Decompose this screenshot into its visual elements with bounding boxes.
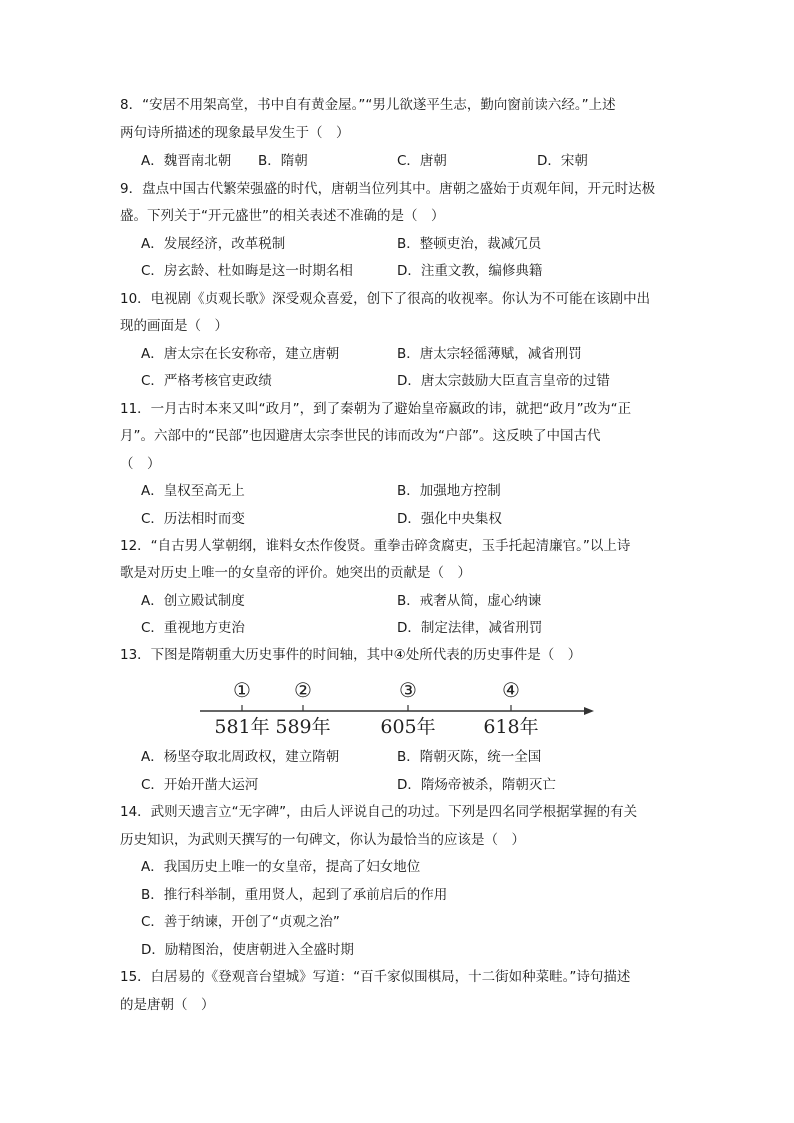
question-11-option-a: A．皇权至高无上 <box>141 483 245 499</box>
question-13-option-d: D．隋炀帝被杀，隋朝灭亡 <box>397 777 556 793</box>
sui-dynasty-timeline <box>200 678 600 738</box>
question-8-option-a: A．魏晋南北朝 <box>141 153 232 169</box>
timeline-year-4: 618年 <box>483 716 539 738</box>
timeline-marker-2: ② <box>294 678 312 702</box>
question-13-option-c: C．开始开凿大运河 <box>141 777 259 793</box>
question-11-line-3: （ ） <box>120 456 161 472</box>
question-8-line-2: 两句诗所描述的现象最早发生于（ ） <box>120 125 350 141</box>
question-12-option-c: C．重视地方吏治 <box>141 620 245 636</box>
question-12-line-2: 歌是对历史上唯一的女皇帝的评价。她突出的贡献是（ ） <box>120 565 471 581</box>
timeline-marker-3: ③ <box>399 678 417 702</box>
question-13-line-1: 13．下图是隋朝重大历史事件的时间轴，其中④处所代表的历史事件是（ ） <box>120 647 582 663</box>
question-14-line-2: 历史知识，为武则天撰写的一句碑文，你认为最恰当的应该是（ ） <box>120 832 525 848</box>
timeline-marker-4: ④ <box>502 678 520 702</box>
question-9-option-c: C．房玄龄、杜如晦是这一时期名相 <box>141 263 353 279</box>
question-12-line-1: 12．“自古男人掌朝纲，谁料女杰作俊贤。重拳击碎贪腐吏，玉手托起清廉官。”以上诗 <box>120 538 631 554</box>
question-9-option-a: A．发展经济，改革税制 <box>141 236 286 252</box>
question-14-line-1: 14．武则天遗言立“无字碑”，由后人评说自己的功过。下列是四名同学根据掌握的有关 <box>120 804 638 820</box>
question-8-option-d: D．宋朝 <box>537 153 588 169</box>
timeline-year-1: 581年 <box>214 716 270 738</box>
question-11-line-2: 月”。六部中的“民部”也因避唐太宗李世民的讳而改为“户部”。这反映了中国古代 <box>120 428 601 444</box>
question-14-option-c: C．善于纳谏，开创了“贞观之治” <box>141 914 340 930</box>
question-10-option-a: A．唐太宗在长安称帝，建立唐朝 <box>141 346 340 362</box>
timeline-year-2: 589年 <box>275 716 331 738</box>
question-11-option-d: D．强化中央集权 <box>397 511 502 527</box>
question-12-option-b: B．戒奢从简，虚心纳谏 <box>397 593 542 609</box>
question-9-line-2: 盛。下列关于“开元盛世”的相关表述不准确的是（ ） <box>120 208 445 224</box>
timeline-marker-1: ① <box>233 678 251 702</box>
question-13-option-a: A．杨坚夺取北周政权，建立隋朝 <box>141 749 340 765</box>
question-8-option-b: B．隋朝 <box>258 153 308 169</box>
question-15-line-2: 的是唐朝（ ） <box>120 997 215 1013</box>
question-12-option-d: D．制定法律，减省刑罚 <box>397 620 543 636</box>
question-8-line-1: 8．“安居不用架高堂，书中自有黄金屋。”“男儿欲遂平生志，勤向窗前读六经。”上述 <box>120 97 616 113</box>
question-10-option-d: D．唐太宗鼓励大臣直言皇帝的过错 <box>397 373 610 389</box>
question-11-option-c: C．历法相时而变 <box>141 511 245 527</box>
question-15-line-1: 15．白居易的《登观音台望城》写道：“百千家似围棋局，十二街如种菜畦。”诗句描述 <box>120 969 631 985</box>
question-12-option-a: A．创立殿试制度 <box>141 593 245 609</box>
question-9-option-d: D．注重文教，编修典籍 <box>397 263 543 279</box>
timeline-year-3: 605年 <box>380 716 436 738</box>
question-14-option-b: B．推行科举制，重用贤人，起到了承前启后的作用 <box>141 887 448 903</box>
question-14-option-d: D．励精图治，使唐朝进入全盛时期 <box>141 942 354 958</box>
timeline-arrow-icon <box>584 707 594 715</box>
question-10-line-1: 10．电视剧《贞观长歌》深受观众喜爱，创下了很高的收视率。你认为不可能在该剧中出 <box>120 291 651 307</box>
question-13-option-b: B．隋朝灭陈，统一全国 <box>397 749 542 765</box>
question-10-option-b: B．唐太宗轻徭薄赋，减省刑罚 <box>397 346 582 362</box>
question-8-option-c: C．唐朝 <box>397 153 447 169</box>
question-10-line-2: 现的画面是（ ） <box>120 318 228 334</box>
question-11-option-b: B．加强地方控制 <box>397 483 501 499</box>
question-11-line-1: 11．一月古时本来又叫“政月”，到了秦朝为了避始皇帝嬴政的讳，就把“政月”改为“正 <box>120 401 632 417</box>
question-9-option-b: B．整顿吏治，裁减冗员 <box>397 236 542 252</box>
question-9-line-1: 9．盘点中国古代繁荣强盛的时代，唐朝当位列其中。唐朝之盛始于贞观年间，开元时达极 <box>120 181 656 197</box>
question-14-option-a: A．我国历史上唯一的女皇帝，提高了妇女地位 <box>141 859 421 875</box>
question-10-option-c: C．严格考核官吏政绩 <box>141 373 272 389</box>
